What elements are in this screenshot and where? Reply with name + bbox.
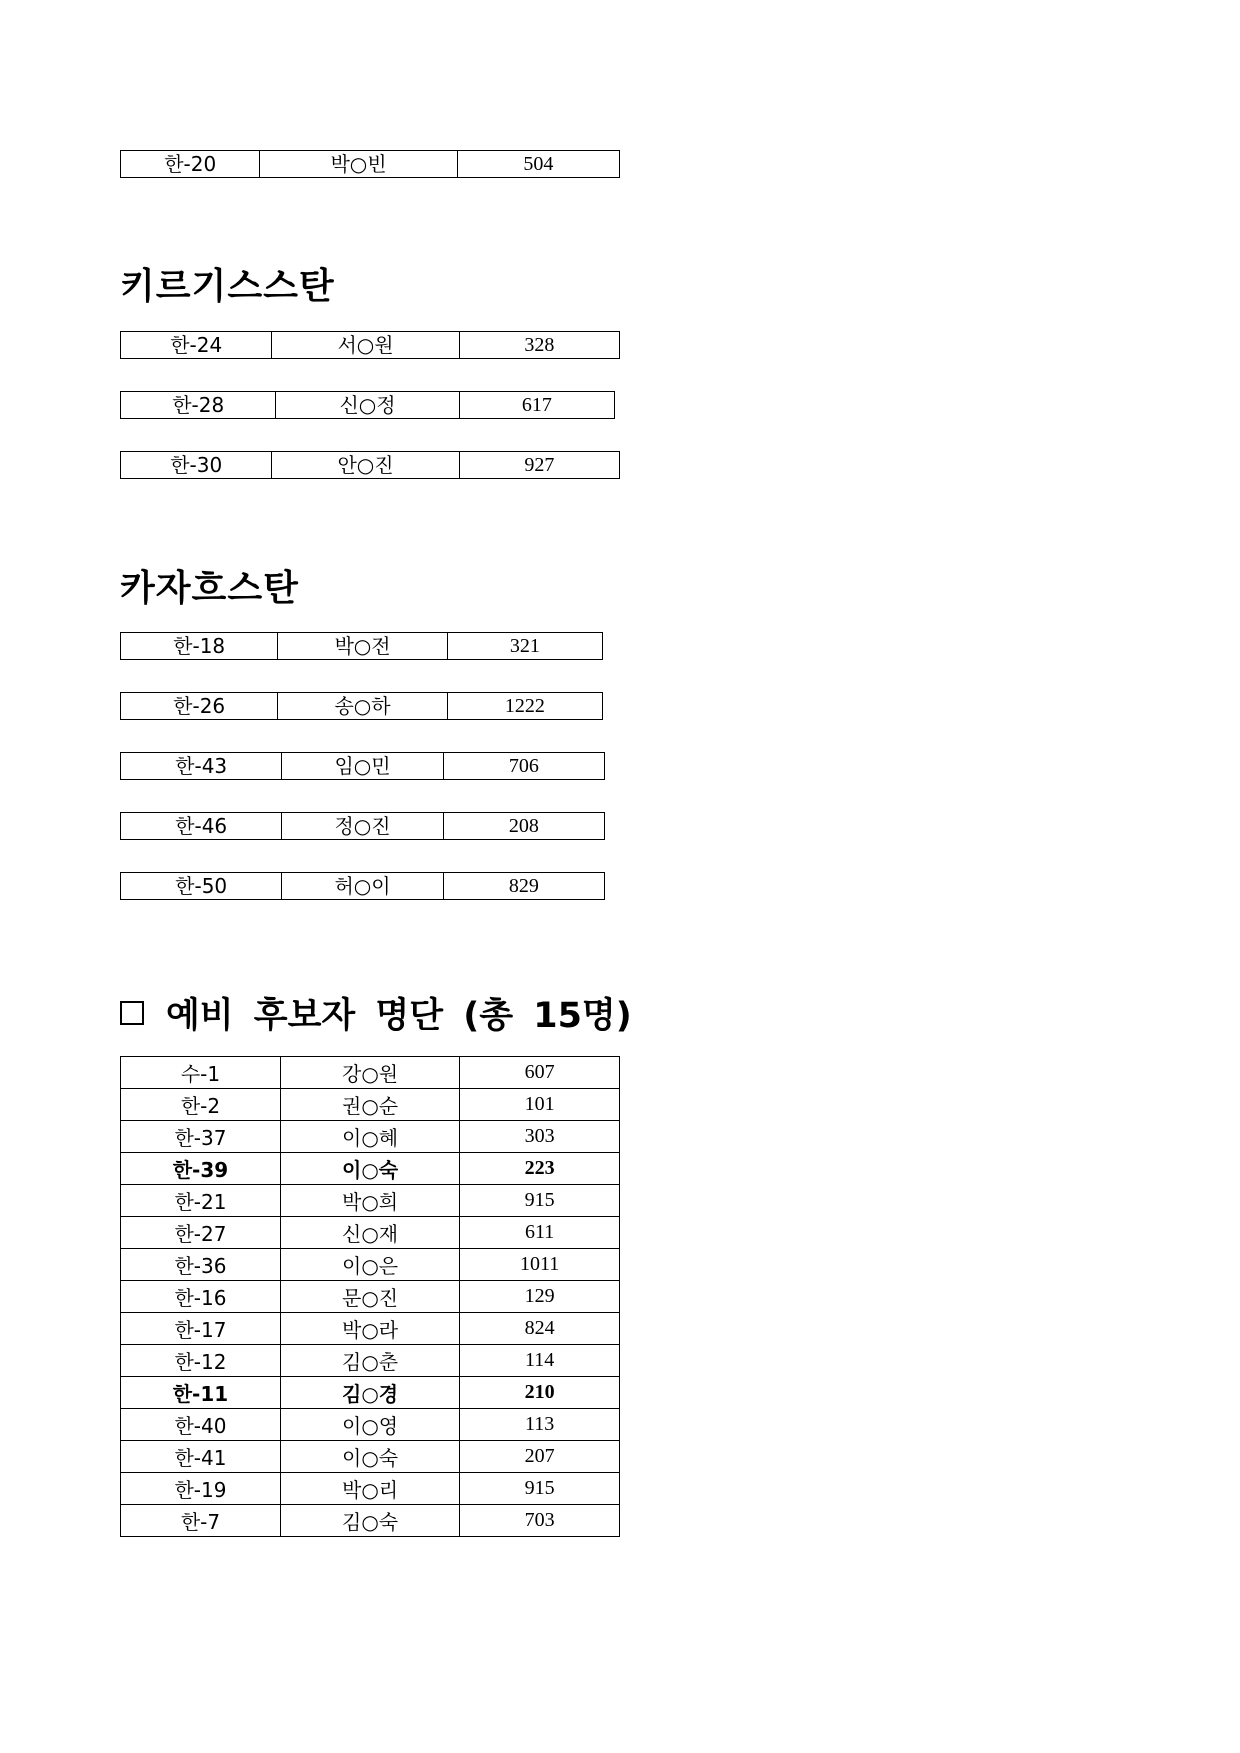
candidate-score: 617 bbox=[521, 394, 552, 416]
candidate-score: 1011 bbox=[460, 1249, 620, 1281]
candidate-code: 한-21 bbox=[121, 1185, 281, 1217]
candidate-score: 207 bbox=[460, 1441, 620, 1473]
candidate-name: 문○진 bbox=[280, 1281, 459, 1313]
reserve-candidates-table bbox=[120, 1056, 620, 1537]
candidate-code: 한-2 bbox=[121, 1089, 281, 1121]
candidate-score: 208 bbox=[508, 815, 539, 837]
table-row bbox=[120, 391, 615, 419]
candidate-name: 이○혜 bbox=[280, 1121, 459, 1153]
candidate-code: 한-17 bbox=[121, 1313, 281, 1345]
candidate-name: 송○하 bbox=[278, 693, 447, 719]
table-row bbox=[121, 1377, 620, 1409]
candidate-name: 권○순 bbox=[280, 1089, 459, 1121]
candidate-score: 607 bbox=[460, 1057, 620, 1089]
candidate-name: 허○이 bbox=[282, 873, 443, 899]
table-row bbox=[120, 331, 620, 359]
candidate-name: 김○춘 bbox=[280, 1345, 459, 1377]
candidate-code: 한-24 bbox=[121, 332, 272, 358]
table-row bbox=[121, 1249, 620, 1281]
table-row bbox=[121, 1473, 620, 1505]
candidate-score: 328 bbox=[524, 334, 555, 356]
candidate-score: 611 bbox=[460, 1217, 620, 1249]
table-row bbox=[121, 1281, 620, 1313]
candidate-code: 한-43 bbox=[121, 753, 282, 779]
reserve-list-title-text: 예비 후보자 명단 (총 15명) bbox=[166, 996, 632, 1036]
candidate-score: 824 bbox=[460, 1313, 620, 1345]
candidate-score: 703 bbox=[460, 1505, 620, 1537]
candidate-name: 박○전 bbox=[278, 633, 447, 659]
table-row bbox=[121, 1409, 620, 1441]
table-row bbox=[120, 872, 605, 900]
candidate-name: 김○경 bbox=[280, 1377, 459, 1409]
candidate-code: 한-30 bbox=[121, 452, 272, 478]
checkbox-square-icon bbox=[120, 1001, 144, 1025]
candidate-code: 한-7 bbox=[121, 1505, 281, 1537]
candidate-name: 이○숙 bbox=[280, 1441, 459, 1473]
candidate-score: 210 bbox=[460, 1377, 620, 1409]
table-row bbox=[121, 1217, 620, 1249]
table-row bbox=[120, 692, 603, 720]
candidate-code: 한-18 bbox=[121, 633, 278, 659]
candidate-code: 한-19 bbox=[121, 1473, 281, 1505]
table-row bbox=[121, 1505, 620, 1537]
candidate-name: 이○숙 bbox=[280, 1153, 459, 1185]
candidate-code: 한-26 bbox=[121, 693, 278, 719]
candidate-score: 706 bbox=[508, 755, 539, 777]
candidate-name: 이○은 bbox=[280, 1249, 459, 1281]
table-row bbox=[120, 812, 605, 840]
candidate-code: 한-16 bbox=[121, 1281, 281, 1313]
candidate-score: 915 bbox=[460, 1185, 620, 1217]
candidate-score: 321 bbox=[509, 635, 540, 657]
candidate-code: 한-50 bbox=[121, 873, 282, 899]
candidate-code: 한-11 bbox=[121, 1377, 281, 1409]
candidate-code: 한-46 bbox=[121, 813, 282, 839]
table-row bbox=[120, 451, 620, 479]
candidate-code: 한-40 bbox=[121, 1409, 281, 1441]
candidate-code: 한-28 bbox=[121, 392, 276, 418]
reserve-list-title bbox=[120, 988, 632, 1038]
candidate-score: 915 bbox=[460, 1473, 620, 1505]
table-row bbox=[121, 1185, 620, 1217]
candidate-name: 박○라 bbox=[280, 1313, 459, 1345]
candidate-code: 한-12 bbox=[121, 1345, 281, 1377]
candidate-score: 129 bbox=[460, 1281, 620, 1313]
candidate-name: 안○진 bbox=[272, 452, 459, 478]
candidate-name: 서○원 bbox=[272, 332, 459, 358]
section-heading-kyrgyzstan: 키르기스스탄 bbox=[120, 266, 335, 307]
candidate-score: 927 bbox=[524, 454, 555, 476]
table-row bbox=[121, 1313, 620, 1345]
table-row bbox=[121, 1121, 620, 1153]
candidate-code: 수-1 bbox=[121, 1057, 281, 1089]
table-row bbox=[121, 1089, 620, 1121]
table-row bbox=[120, 752, 605, 780]
table-row bbox=[120, 632, 603, 660]
candidate-code: 한-20 bbox=[121, 151, 260, 177]
candidate-code: 한-37 bbox=[121, 1121, 281, 1153]
candidate-name: 김○숙 bbox=[280, 1505, 459, 1537]
candidate-name: 임○민 bbox=[282, 753, 443, 779]
candidate-name: 박○희 bbox=[280, 1185, 459, 1217]
table-row bbox=[120, 150, 620, 178]
candidate-name: 강○원 bbox=[280, 1057, 459, 1089]
candidate-name: 정○진 bbox=[282, 813, 443, 839]
table-row bbox=[121, 1153, 620, 1185]
candidate-name: 신○정 bbox=[276, 392, 459, 418]
candidate-code: 한-39 bbox=[121, 1153, 281, 1185]
candidate-score: 114 bbox=[460, 1345, 620, 1377]
candidate-code: 한-27 bbox=[121, 1217, 281, 1249]
candidate-code: 한-36 bbox=[121, 1249, 281, 1281]
candidate-name: 박○리 bbox=[280, 1473, 459, 1505]
candidate-score: 101 bbox=[460, 1089, 620, 1121]
candidate-score: 223 bbox=[460, 1153, 620, 1185]
table-row bbox=[121, 1345, 620, 1377]
candidate-name: 신○재 bbox=[280, 1217, 459, 1249]
table-row bbox=[121, 1441, 620, 1473]
table-row bbox=[121, 1057, 620, 1089]
candidate-name: 이○영 bbox=[280, 1409, 459, 1441]
candidate-score: 504 bbox=[523, 153, 554, 175]
candidate-score: 1222 bbox=[504, 695, 545, 717]
candidate-name: 박○빈 bbox=[260, 151, 457, 177]
candidate-score: 829 bbox=[508, 875, 539, 897]
section-heading-kazakhstan: 카자흐스탄 bbox=[120, 568, 299, 609]
candidate-score: 113 bbox=[460, 1409, 620, 1441]
candidate-score: 303 bbox=[460, 1121, 620, 1153]
candidate-code: 한-41 bbox=[121, 1441, 281, 1473]
